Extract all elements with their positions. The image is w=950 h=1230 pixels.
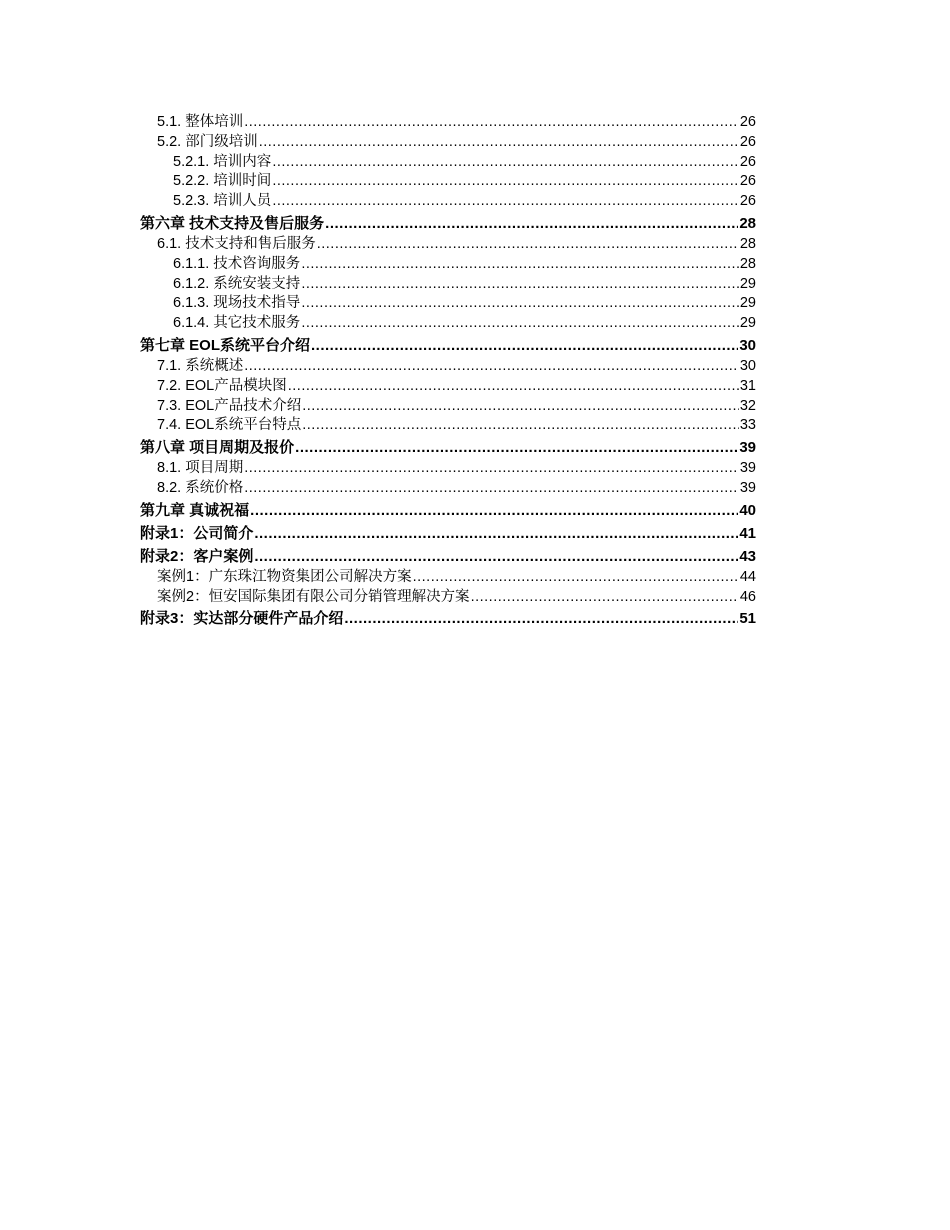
table-of-contents [140, 113, 756, 630]
toc-chapter-page: 39 [739, 439, 756, 457]
toc-entry-title: 5.2.1. 培训内容 [173, 153, 272, 170]
toc-entry-page: 32 [739, 397, 756, 414]
toc-entry[interactable] [140, 133, 756, 153]
toc-entry-page: 31 [739, 377, 756, 394]
toc-entry[interactable] [140, 588, 756, 608]
toc-chapter-page: 51 [739, 610, 756, 628]
toc-entry-page: 26 [739, 133, 756, 150]
dot-leader [301, 314, 739, 334]
toc-chapter-page: 28 [739, 214, 756, 232]
toc-entry-page: 28 [739, 255, 756, 272]
toc-entry-page: 26 [739, 114, 756, 130]
dot-leader [272, 153, 739, 173]
toc-entry[interactable] [140, 275, 756, 295]
toc-entry-page: 29 [739, 275, 756, 292]
toc-entry-title: 7.3. EOL产品技术介绍 [157, 397, 302, 414]
toc-chapter[interactable] [140, 545, 756, 568]
dot-leader [259, 133, 739, 153]
dot-leader [301, 255, 739, 275]
toc-entry-title: 5.1. 整体培训 [157, 114, 244, 130]
toc-entry-title: 6.1.1. 技术咨询服务 [173, 255, 301, 272]
toc-chapter-page: 43 [739, 547, 756, 565]
toc-chapter-title: 附录1：公司简介 [140, 524, 254, 542]
toc-entry[interactable] [140, 294, 756, 314]
dot-leader [295, 436, 738, 459]
dot-leader [244, 459, 739, 479]
toc-chapter[interactable] [140, 607, 756, 630]
dot-leader [254, 522, 738, 545]
dot-leader [244, 113, 739, 133]
dot-leader [272, 172, 739, 192]
toc-entry[interactable] [140, 314, 756, 334]
dot-leader [317, 235, 739, 255]
toc-entry-page: 30 [739, 357, 756, 374]
dot-leader [244, 357, 739, 377]
toc-entry[interactable] [140, 377, 756, 397]
toc-entry[interactable] [140, 192, 756, 212]
toc-chapter-title: 附录3：实达部分硬件产品介绍 [140, 610, 344, 628]
toc-entry-page: 26 [739, 193, 756, 210]
dot-leader [302, 416, 739, 436]
toc-entry-page: 28 [739, 235, 756, 252]
toc-entry-title: 5.2. 部门级培训 [157, 133, 258, 150]
toc-entry-title: 案例2：恒安国际集团有限公司分销管理解决方案 [157, 588, 470, 605]
toc-entry-title: 8.2. 系统价格 [157, 479, 244, 496]
toc-chapter[interactable] [140, 212, 756, 235]
toc-entry-title: 8.1. 项目周期 [157, 460, 244, 477]
toc-entry[interactable] [140, 568, 756, 588]
toc-entry-page: 33 [739, 417, 756, 434]
toc-entry-page: 39 [739, 479, 756, 496]
toc-entry-page: 26 [739, 153, 756, 170]
toc-entry-title: 6.1. 技术支持和售后服务 [157, 235, 316, 252]
toc-entry[interactable] [140, 479, 756, 499]
toc-chapter[interactable] [140, 436, 756, 459]
toc-entry-page: 39 [739, 460, 756, 477]
dot-leader [471, 588, 739, 608]
dot-leader [288, 377, 739, 397]
toc-entry-title: 7.2. EOL产品模块图 [157, 377, 287, 394]
toc-entry-title: 7.4. EOL系统平台特点 [157, 417, 302, 434]
toc-chapter-page: 41 [739, 524, 756, 542]
toc-entry[interactable] [140, 153, 756, 173]
toc-entry[interactable] [140, 459, 756, 479]
toc-entry[interactable] [140, 235, 756, 255]
dot-leader [344, 607, 738, 630]
dot-leader [301, 275, 739, 295]
toc-entry[interactable] [140, 397, 756, 417]
toc-entry-title: 5.2.2. 培训时间 [173, 173, 272, 190]
toc-chapter-title: 附录2：客户案例 [140, 547, 254, 565]
dot-leader [311, 334, 738, 357]
toc-chapter[interactable] [140, 522, 756, 545]
toc-chapter-page: 30 [739, 336, 756, 354]
toc-entry[interactable] [140, 255, 756, 275]
toc-entry-page: 46 [739, 588, 756, 605]
dot-leader [250, 499, 738, 522]
toc-entry-title: 7.1. 系统概述 [157, 357, 244, 374]
toc-entry-title: 案例1：广东珠江物资集团公司解决方案 [157, 568, 412, 585]
toc-entry[interactable] [140, 416, 756, 436]
dot-leader [254, 545, 738, 568]
toc-chapter-title: 第七章 EOL系统平台介绍 [140, 336, 311, 354]
toc-entry-title: 6.1.4. 其它技术服务 [173, 315, 301, 332]
dot-leader [325, 212, 738, 235]
toc-entry-page: 44 [739, 568, 756, 585]
dot-leader [244, 479, 739, 499]
toc-chapter-title: 第九章 真诚祝福 [140, 501, 250, 519]
toc-entry-page: 29 [739, 295, 756, 312]
toc-entry-title: 6.1.3. 现场技术指导 [173, 295, 301, 312]
dot-leader [301, 294, 739, 314]
toc-entry-title: 5.2.3. 培训人员 [173, 193, 272, 210]
toc-entry-page: 26 [739, 173, 756, 190]
dot-leader [413, 568, 739, 588]
dot-leader [302, 397, 739, 417]
toc-entry-title: 6.1.2. 系统安装支持 [173, 275, 301, 292]
toc-chapter-page: 40 [739, 501, 756, 519]
toc-chapter-title: 第六章 技术支持及售后服务 [140, 214, 325, 232]
toc-chapter[interactable] [140, 499, 756, 522]
toc-chapter-title: 第八章 项目周期及报价 [140, 439, 295, 457]
toc-entry-page: 29 [739, 315, 756, 332]
toc-entry[interactable] [140, 113, 756, 133]
toc-entry[interactable] [140, 357, 756, 377]
toc-chapter[interactable] [140, 334, 756, 357]
dot-leader [272, 192, 739, 212]
toc-entry[interactable] [140, 172, 756, 192]
